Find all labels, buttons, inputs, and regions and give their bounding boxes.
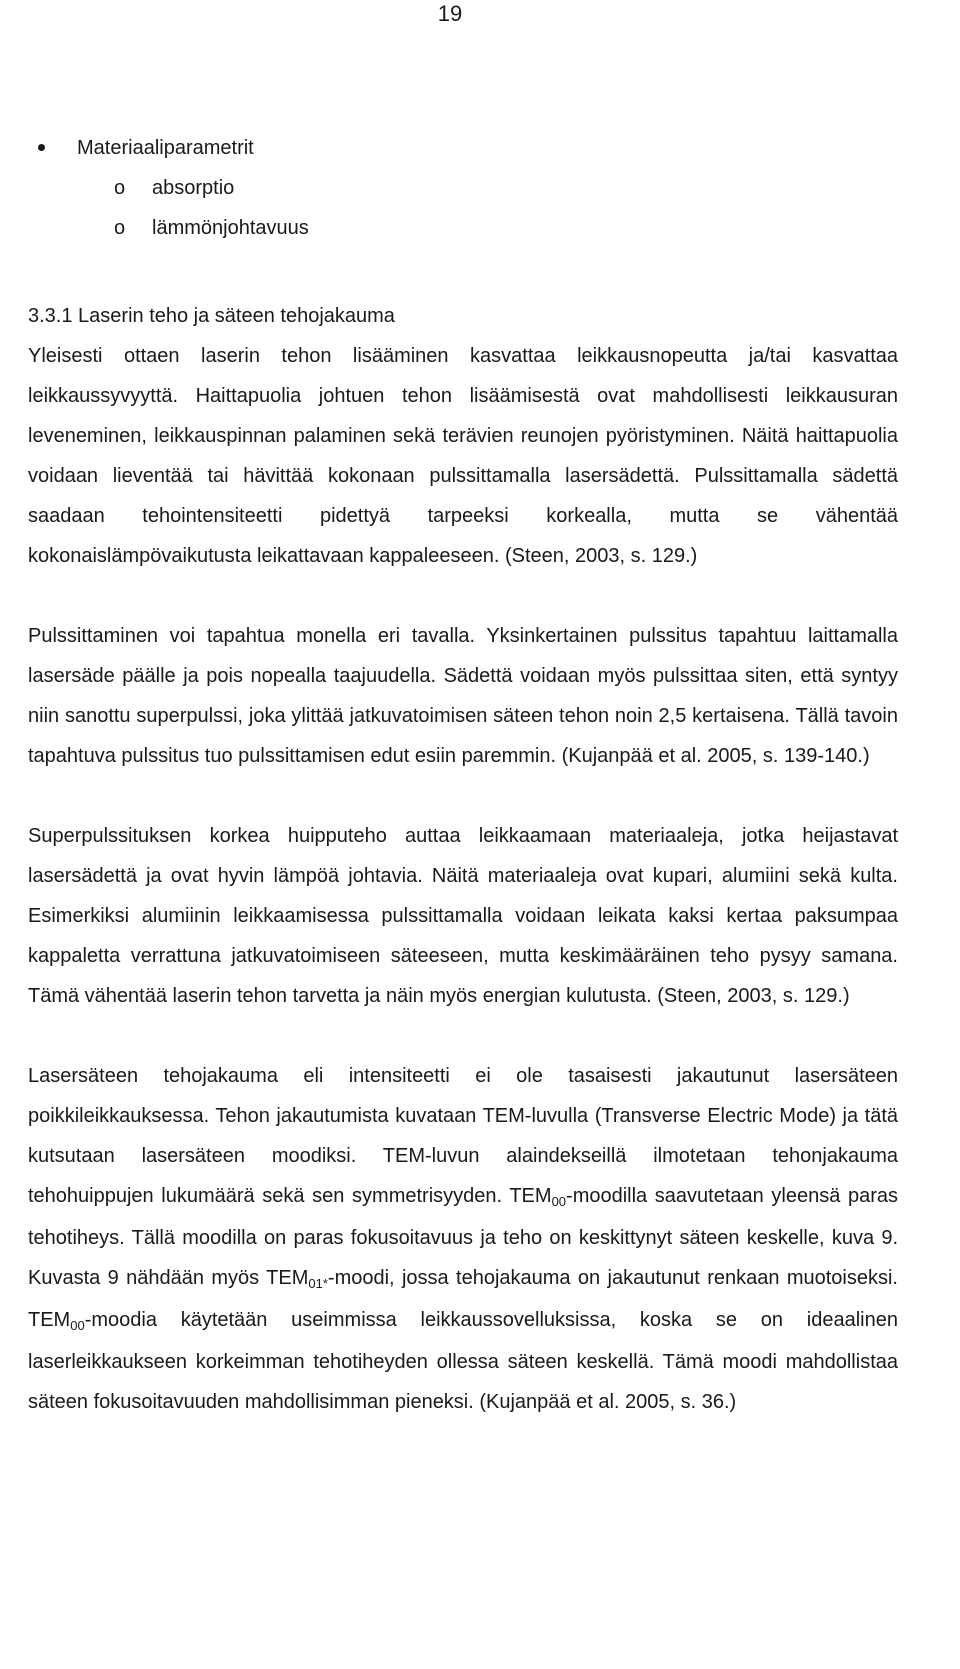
paragraph-text: Lasersäteen tehojakauma eli intensiteetti ei ole tasaisesti jakautunut lasersäteen poikkileikkauksessa. Tehon jakautumista kuvataan TEM-luvulla (Transverse Electric Mode) ja tätä kutsutaan lasersäteen moodiksi. TEM-luvun alaindekseillä ilmotetaan tehonjakauma tehohuippujen lukumäärä sekä sen symmetrisyyden. TEM	[28, 1065, 898, 1207]
paragraph-text: -moodia käytetään useimmissa leikkaussovelluksissa, koska se on ideaalinen laserleikkaukseen korkeimman tehotiheyden ollessa säteen keskellä. Tämä moodi mahdollistaa säteen fokusoitavuuden mahdollisimman pieneksi. (Kujanpää et al. 2005, s. 36.)	[28, 1309, 898, 1413]
paragraph-text: -moodi, jossa tehojakauma on jakautunut renkaan muotoiseksi. TEM	[28, 1267, 898, 1331]
sub-list-item-label: absorptio	[152, 177, 235, 199]
paragraph: Pulssittaminen voi tapahtua monella eri tavalla. Yksinkertainen pulssitus tapahtuu laittamalla lasersäde päälle ja pois nopealla taajuudella. Sädettä voidaan myös pulssittaa siten, että syntyy niin sanottu superpulssi, joka ylittää jatkuvatoimisen säteen tehon noin 2,5 kertaisena. Tällä tavoin tapahtuva pulssitus tuo pulssittamisen edut esiin paremmin. (Kujanpää et al. 2005, s. 139-140.)	[28, 625, 898, 767]
sub-bullet-icon: o	[114, 177, 126, 199]
document-body	[28, 128, 898, 1422]
subscript: 00	[551, 1194, 567, 1209]
paragraph-text: -moodilla saavutetaan yleensä paras tehotiheys. Tällä moodilla on paras fokusoitavuus ja teho on keskittynyt säteen keskelle, kuva 9. Kuvasta 9 nähdään myös TEM	[28, 1185, 898, 1289]
page-number: 19	[437, 1, 463, 26]
bullet-row	[28, 128, 898, 168]
sub-bullet-icon: o	[114, 217, 126, 239]
sub-list-item-label: lämmönjohtavuus	[152, 217, 309, 239]
sub-list	[28, 168, 898, 248]
paragraph: Yleisesti ottaen laserin tehon lisääminen kasvattaa leikkausnopeutta ja/tai kasvattaa leikkaussyvyyttä. Haittapuolia johtuen tehon lisäämisestä ovat mahdollisesti leikkausuran leveneminen, leikkauspinnan palaminen sekä terävien reunojen pyöristyminen. Näitä haittapuolia voidaan lieventää tai hävittää kokonaan pulssittamalla lasersädettä. Pulssittamalla sädettä saadaan tehointensiteetti pidettyä tarpeeksi korkealla, mutta se vähentää kokonaislämpövaikutusta leikattavaan kappaleeseen. (Steen, 2003, s. 129.)	[28, 345, 898, 567]
paragraph: Superpulssituksen korkea huipputeho auttaa leikkaamaan materiaaleja, jotka heijastavat lasersädettä ja ovat hyvin lämpöä johtavia. Näitä materiaaleja ovat kupari, alumiini sekä kulta. Esimerkiksi alumiinin leikkaamisessa pulssittamalla voidaan leikata kaksi kertaa paksumpaa kappaletta verrattuna jatkuvatoimiseen säteeseen, mutta keskimääräinen teho pysyy samana. Tämä vähentää laserin tehon tarvetta ja näin myös energian kulutusta. (Steen, 2003, s. 129.)	[28, 825, 898, 1007]
list-item-label: Materiaaliparametrit	[77, 137, 254, 159]
section-heading: 3.3.1 Laserin teho ja säteen tehojakauma	[28, 305, 395, 327]
list-item	[28, 128, 898, 248]
sub-list-item	[28, 168, 898, 208]
subscript: 00	[70, 1318, 85, 1333]
sub-list-item	[28, 208, 898, 248]
subscript: 01*	[308, 1276, 328, 1291]
parameter-list	[28, 128, 898, 248]
bullet-icon	[38, 144, 45, 151]
paragraph	[28, 1056, 898, 1422]
